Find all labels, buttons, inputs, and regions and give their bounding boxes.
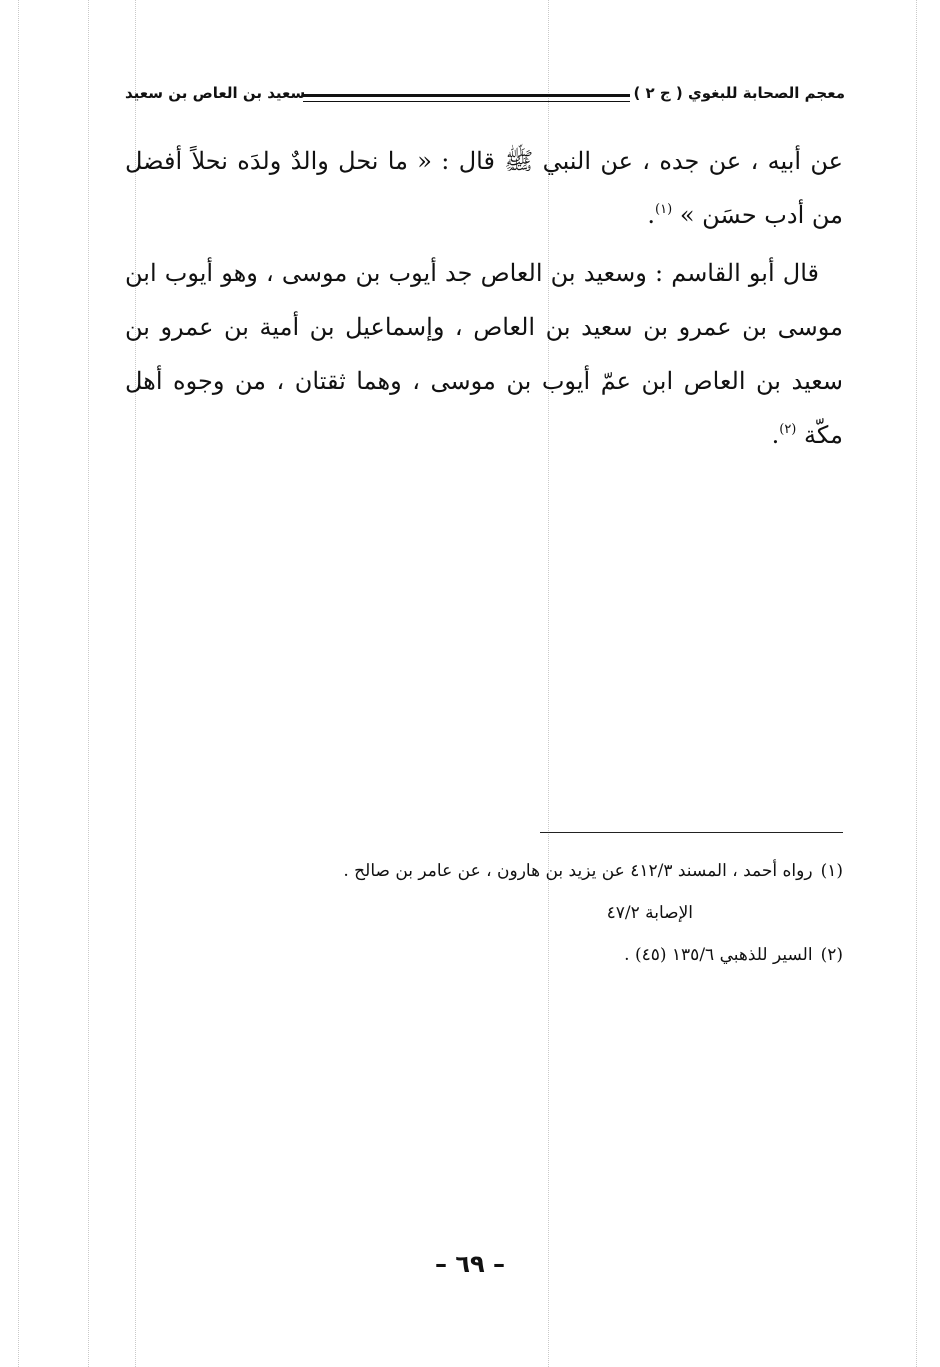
footnote-1-number: (١)	[820, 861, 843, 881]
header-rule	[303, 94, 630, 102]
paragraph-2	[125, 246, 843, 462]
header-entry-title: سعيد بن العاص بن سعيد	[125, 84, 306, 102]
footnote-1-text: رواه أحمد ، المسند ٤١٢/٣ عن يزيد بن هارون ، عن عامر بن صالح .	[343, 861, 813, 881]
paragraph-1	[125, 134, 843, 242]
footnote-2-number: (٢)	[820, 945, 843, 965]
guide-line	[916, 0, 917, 1367]
guide-line	[88, 0, 89, 1367]
footnote-2-text: السير للذهبي ١٣٥/٦ (٤٥) .	[624, 945, 813, 965]
footnotes	[125, 850, 843, 976]
main-text	[125, 134, 843, 466]
footnote-1	[125, 850, 843, 892]
footnote-2	[125, 934, 843, 976]
paragraph-2-end: .	[771, 421, 780, 449]
footnote-ref-2[interactable]: (٢)	[779, 422, 797, 437]
footnote-1-continuation: الإصابة ٤٧/٢	[606, 903, 693, 923]
footnote-separator	[540, 832, 843, 833]
paragraph-1-end: .	[647, 201, 656, 229]
guide-line	[18, 0, 19, 1367]
header-book-title: معجم الصحابة للبغوي ( ج ٢ )	[633, 84, 845, 102]
paragraph-1-text: عن أبيه ، عن جده ، عن النبي ﷺ قال : « ما نحل والدٌ ولدَه نحلاً أفضل من أدب حسَن »	[125, 147, 843, 229]
running-header	[125, 82, 845, 112]
paragraph-2-text: قال أبو القاسم : وسعيد بن العاص جد أيوب بن موسى ، وهو أيوب ابن موسى بن عمرو بن سعيد بن العاص ، وإسماعيل بن أمية بن عمرو بن سعيد بن العاص ابن عمّ أيوب بن موسى ، وهما ثقتان ، من وجوه أهل مكّة	[125, 259, 843, 449]
page-number: – ٦٩ –	[434, 1250, 505, 1278]
footnote-ref-1[interactable]: (١)	[655, 202, 673, 217]
